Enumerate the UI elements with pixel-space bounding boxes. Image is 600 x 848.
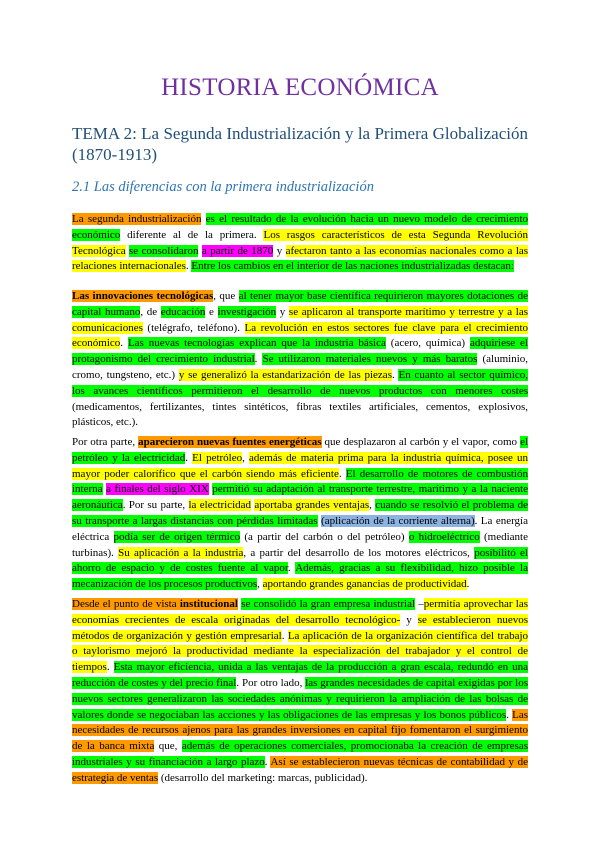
- document-title: HISTORIA ECONÓMICA: [161, 74, 439, 101]
- text-run: diferente al de la primera.: [120, 228, 264, 241]
- text-run: se establecieron nuevos métodos de organización y gestión empresarial: [72, 613, 528, 642]
- tema-heading: TEMA 2: La Segunda Industrialización y la Primera Globalización (1870-1913): [72, 124, 528, 164]
- text-run: aportando grandes ganancias de productividad: [262, 578, 467, 591]
- text-run: (mediante turbinas).: [72, 530, 528, 559]
- text-run: , a partir del desarrollo de los motores eléctricos,: [243, 546, 475, 559]
- text-run: y: [273, 244, 286, 257]
- text-run: cuando se resolvió el problema de su transporte a largas distancias con pérdidas limitadas: [72, 499, 529, 527]
- text-run: podía ser de origen térmico: [113, 530, 241, 543]
- text-run: además de materia prima para la industria química, posee un mayor poder calorífico que el carbón siendo más eficiente: [72, 451, 529, 480]
- text-run: El petróleo: [192, 451, 243, 464]
- text-run: o hidroeléctrico: [408, 530, 480, 543]
- text-run: investigación: [217, 305, 277, 318]
- text-run: (medicamentos, fertilizantes, tintes sintéticos, fibras textiles artificiales, cementos, explosivos, plásticos, etc.).: [72, 400, 528, 429]
- text-run: permitía aprovechar las economías crecientes de escala originadas del desarrollo tecnológico-: [72, 598, 528, 626]
- section-heading: 2.1 Las diferencias con la primera industrialización: [72, 179, 374, 195]
- text-run: es el resultado de la evolución hacia un nuevo modelo de crecimiento económico: [72, 213, 529, 241]
- text-run: , los avances científicos permitieron el desarrollo de nuevos productos con menores costes: [72, 368, 529, 397]
- text-run: Entre los cambios en el interior de las naciones industrializadas destacan:: [191, 260, 514, 273]
- paragraph-intro: [72, 212, 528, 275]
- text-run: El desarrollo de motores de combustión interna: [72, 467, 528, 496]
- text-run: institucional: [179, 598, 238, 610]
- text-run: (acero, química): [385, 337, 470, 350]
- text-run: Se utilizaron materiales nuevos y más baratos: [262, 353, 478, 366]
- text-run: –: [415, 598, 424, 610]
- text-run: adquiriese el protagonismo del crecimiento industrial: [72, 337, 528, 366]
- text-run: y se generalizó la estandarización de las piezas: [178, 368, 392, 381]
- text-run: La segunda industrialización: [72, 213, 202, 225]
- text-run: al tener mayor base científica requirieron mayores dotaciones de capital humano: [72, 290, 528, 318]
- text-run: .: [281, 629, 288, 642]
- text-run: ,: [242, 451, 250, 464]
- text-run: Los rasgos característicos de esta Segunda Revolución Tecnológica: [72, 228, 528, 257]
- text-run: se aplicaron al transporte marítimo y terrestre y a las comunicaciones: [72, 305, 529, 334]
- text-run: . La energía eléctrica: [72, 514, 528, 543]
- paragraph-innovaciones: [72, 289, 528, 431]
- paragraph-energias: [72, 435, 528, 593]
- text-run: .: [287, 562, 296, 575]
- text-run: . Por su parte,: [122, 499, 189, 512]
- text-run: .: [466, 578, 470, 591]
- text-run: y: [276, 305, 289, 318]
- text-run: la electricidad: [188, 499, 252, 512]
- text-run: .: [391, 368, 399, 381]
- text-run: Su aplicación a la industria: [118, 546, 244, 559]
- text-run: e: [205, 305, 218, 318]
- text-run: .: [185, 451, 193, 464]
- text-run: La aplicación de la organización científica del trabajo o taylorismo mejoró la productividad mediante la especialización del trabajador y el control de tiempos: [72, 629, 529, 674]
- text-run: a partir de 1870: [201, 244, 274, 257]
- text-run: La revolución en estos sectores fue clave para el crecimiento económico: [72, 321, 528, 350]
- text-run: las grandes necesidades de capital exigidas por los nuevos sectores generalizaron las sociedades anónimas y requirieron la ampliación de las bolsas de valores donde se negociaban las acciones y las obligaciones de las empresas y los bonos públicos: [72, 676, 528, 721]
- text-run: Las nuevas tecnologías explican que la industria básica: [127, 337, 386, 350]
- text-run: aportaba grandes ventajas: [254, 499, 370, 512]
- text-run: En cuanto al sector químico: [398, 368, 526, 381]
- text-run: se consolidó la gran empresa industrial: [241, 598, 416, 610]
- text-run: .: [264, 755, 271, 768]
- text-run: permitió su adaptación al transporte terrestre, marítimo y a la naciente aeronáutica: [72, 483, 529, 512]
- text-run: Además, gracias a su flexibilidad, hizo posible la mecanización de los procesos productivos: [72, 562, 528, 591]
- text-run: además de operaciones comerciales, promocionaba la creación de empresas industriales y su financiación a largo plazo: [72, 740, 528, 768]
- text-run: ,: [257, 578, 263, 591]
- text-run: el petróleo y la electricidad: [72, 436, 529, 464]
- text-run: (desarrollo del marketing: marcas, publicidad).: [158, 771, 368, 784]
- text-run: .: [120, 337, 128, 350]
- text-run: .: [338, 467, 346, 480]
- text-run: Las necesidades de recursos ajenos para las grandes inversiones en capital fijo fomentaron el surgimiento de la banca mixta: [72, 708, 529, 753]
- text-run: que desplazaron al carbón y el vapor, como: [321, 436, 521, 448]
- text-run: , de: [140, 305, 161, 318]
- text-run: que,: [154, 740, 182, 753]
- text-run: , que: [213, 290, 239, 302]
- text-run: a finales del siglo XIX: [106, 483, 209, 496]
- text-run: Esta mayor eficiencia, unida a las ventajas de la producción a gran escala, redundó en una reducción de costes y del precio final: [72, 661, 528, 689]
- text-run: se consolidaron: [129, 244, 199, 257]
- text-run: (a partir del carbón o del petróleo): [240, 530, 409, 543]
- text-run: (aluminio, cromo, tungsteno, etc.): [72, 353, 529, 381]
- text-run: ,: [369, 499, 376, 512]
- text-run: .: [254, 353, 263, 366]
- text-run: . Por otro lado,: [236, 676, 306, 689]
- text-run: Por otra parte,: [72, 436, 139, 448]
- text-run: .: [106, 661, 114, 674]
- text-run: Las innovaciones tecnológicas: [72, 290, 214, 302]
- text-run: (aplicación de la corriente alterna): [321, 514, 475, 527]
- text-run: Desde el punto de vista: [72, 598, 180, 610]
- text-run: (telégrafo, teléfono).: [142, 321, 245, 334]
- text-run: .: [506, 708, 513, 721]
- text-run: .: [185, 260, 192, 273]
- text-run: Así se establecieron nuevas técnicas de contabilidad y de estrategia de ventas: [72, 755, 528, 784]
- text-run: afectaron tanto a las economías nacionales como a las relaciones internacionales: [72, 244, 529, 273]
- text-run: y: [400, 613, 418, 626]
- text-run: educación: [160, 305, 206, 318]
- text-run: posibilitó el ahorro de espacio y de costes fuente al vapor: [72, 546, 528, 575]
- text-run: aparecieron nuevas fuentes energéticas: [138, 436, 322, 448]
- paragraph-institucional: [72, 597, 528, 787]
